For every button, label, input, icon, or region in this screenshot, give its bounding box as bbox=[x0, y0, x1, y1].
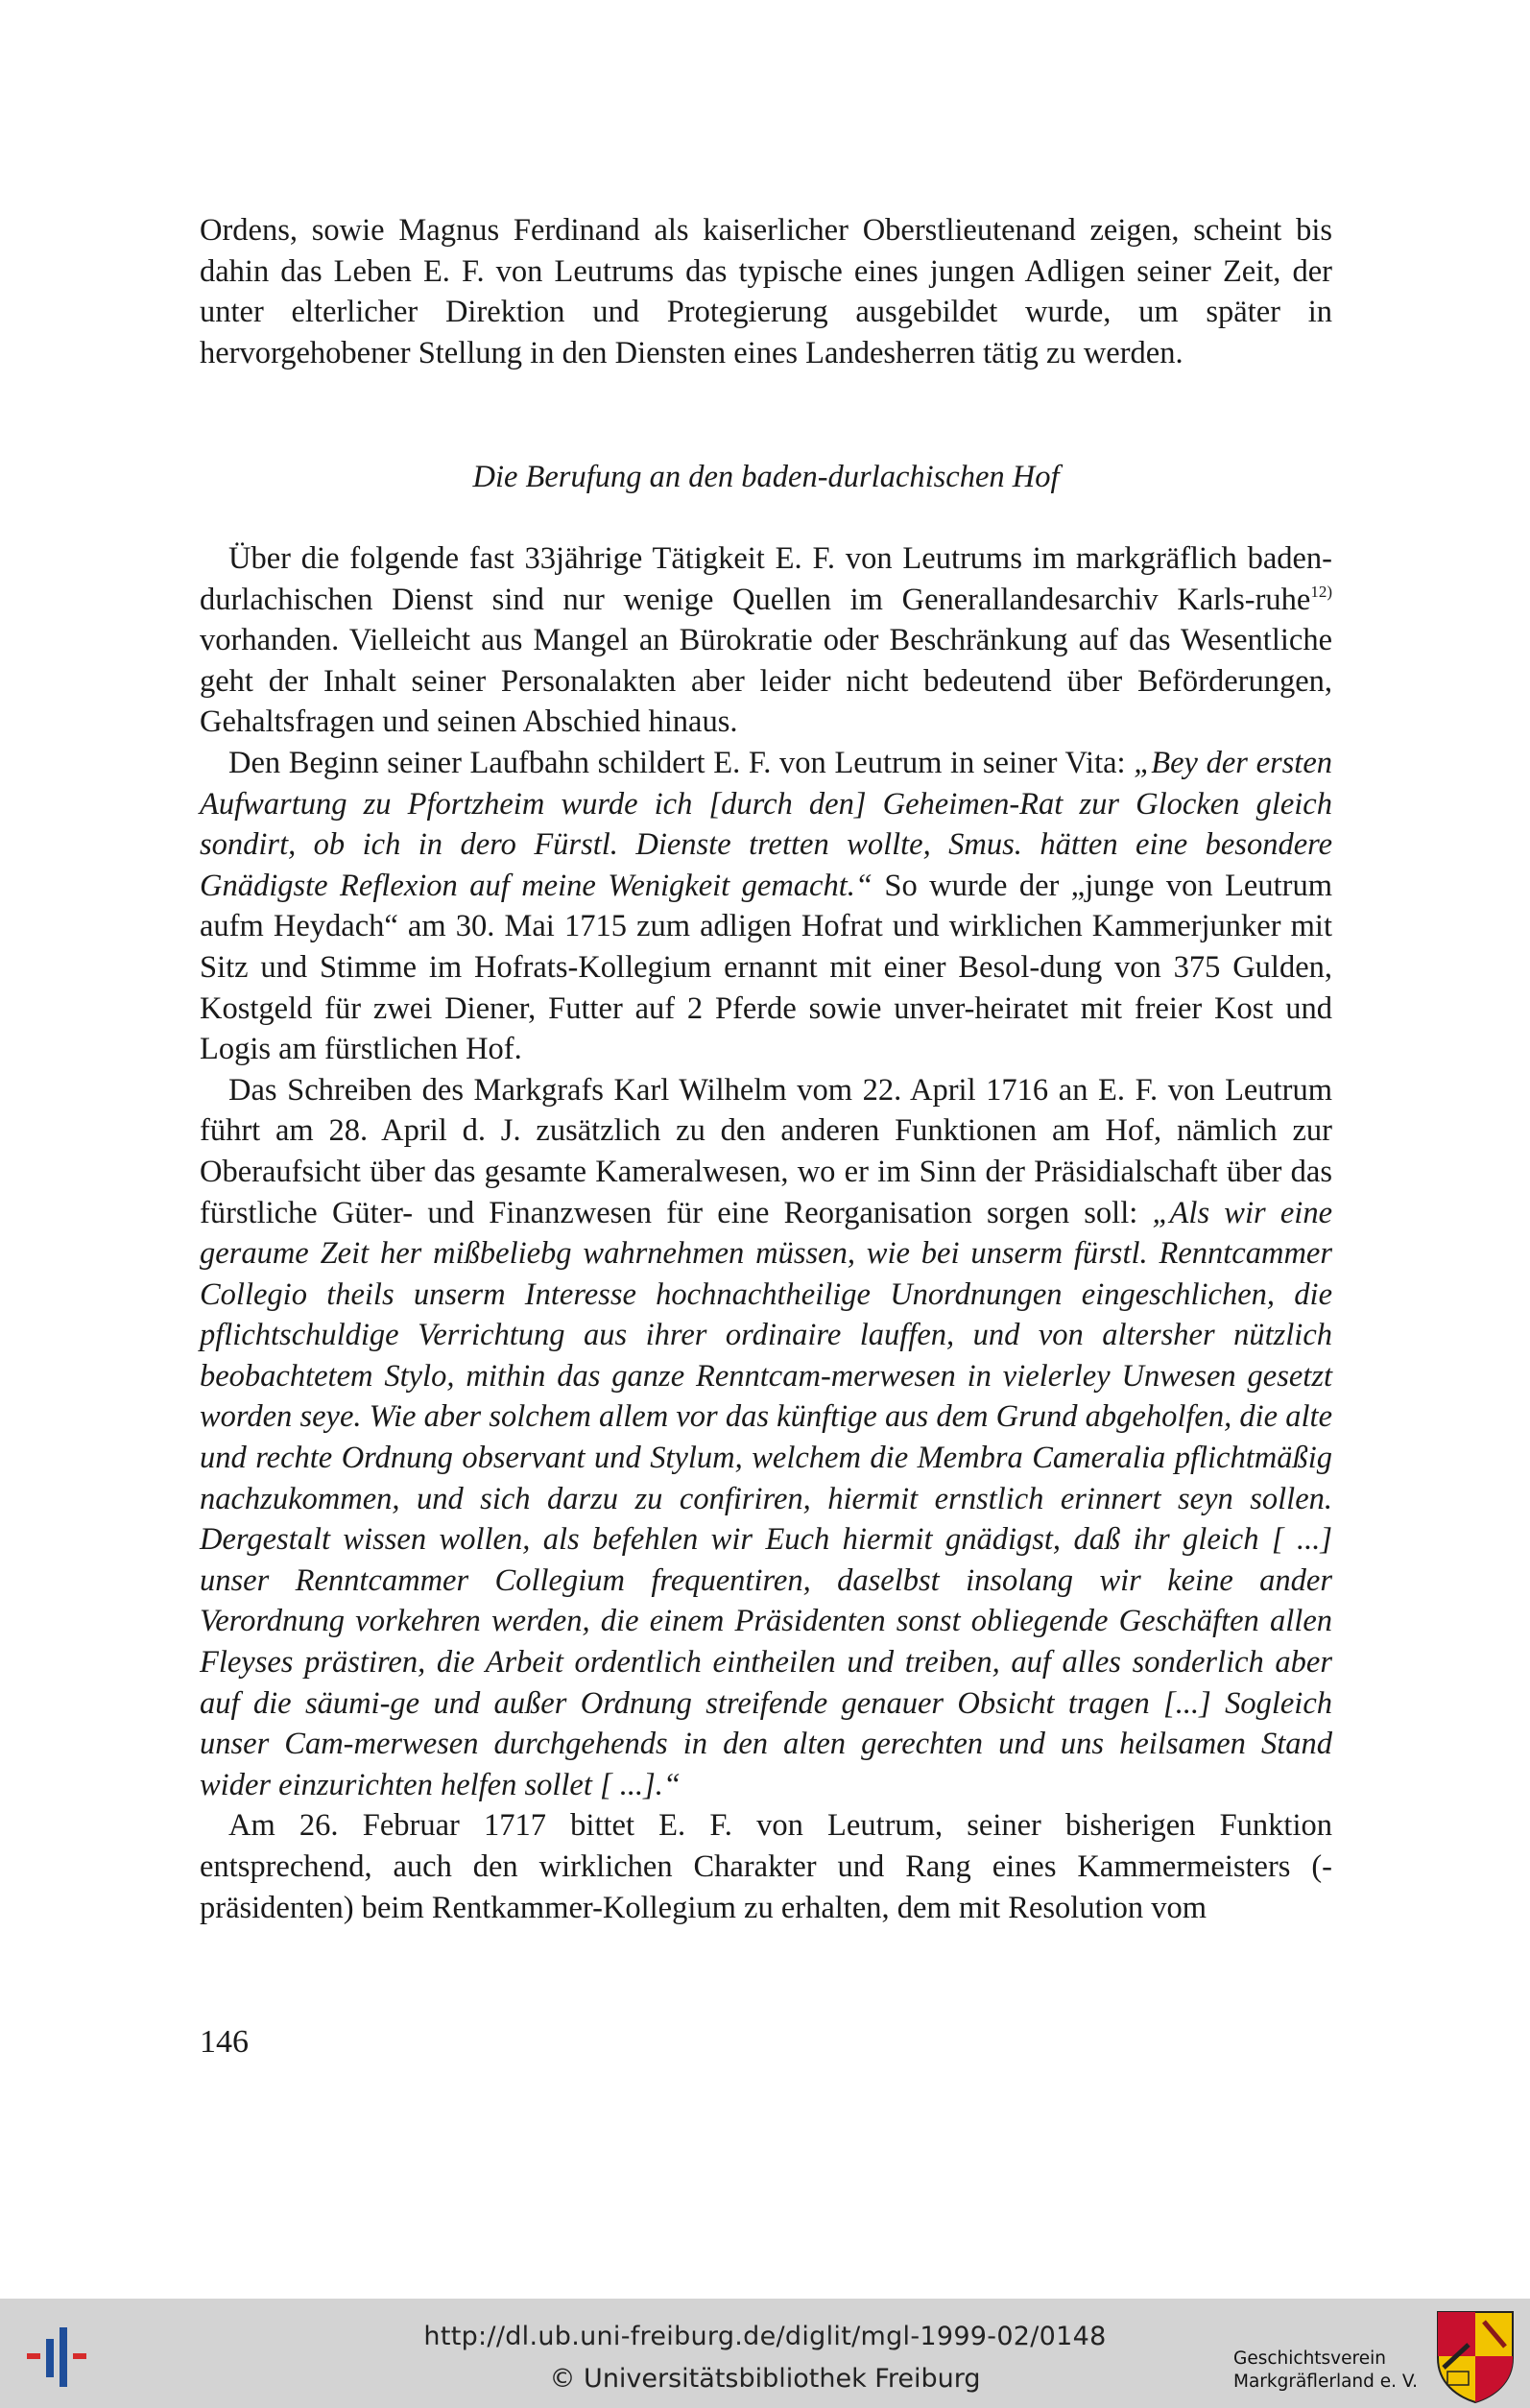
intro-paragraph bbox=[200, 210, 1332, 373]
letter-quote: „Als wir eine geraume Zeit her mißbeliebg wahrnehmen müssen, wie bei unserm fürstl. Renntcammer Collegio theils unserm Interesse hochnachtheilige Unordnungen eingeschlichen, die pflichtschuldige Verrichtung aus ihrer ordinaire lauffen, und von altersher nützlich beobachtetem Stylo, mithin das ganze Renntcam-merwesen in vielerley Unwesen gesetzt worden seye. Wie aber solchem allem vor das künftige aus dem Grund abgeholfen, die alte und rechte Ordnung observant und Stylum, welchem die Membra Cameralia pflichtmäßig nachzukommen, und sich darzu zu confiriren, hiermit ernstlich erinnert seyn sollen. Dergestalt wissen wollen, als befehlen wir Euch hiermit gnädigst, daß ihr gleich [ ...] unser Renntcammer Collegium frequentiren, daselbst insolang wir keine ander Verordnung vorkehren werden, die einem Präsidenten sonst obliegende Geschäften allen Fleyses prästiren, die Arbeit ordentlich eintheilen und treiben, auf alles sonderlich aber auf die säumi-ge und außer Ordnung streifende genauer Obsicht tragen [...] Sogleich unser Cam-merwesen durchgehends in den alten gerechten und uns heilsamen Stand wider einzurichten helfen sollet [ ...].“ bbox=[200, 1195, 1332, 1802]
vita-quote: „Bey der ersten Aufwartung zu Pfortzheim wurde ich [durch den] Geheimen-Rat zur Glocken gleich sondirt, ob ich in dero Fürstl. Dienste tretten wollte, Smus. hätten eine besondere Gnädigste Reflexion auf meine Wenigkeit gemacht.“ bbox=[200, 745, 1332, 903]
paragraph-text: Das Schreiben des Markgrafs Karl Wilhelm vom 22. April 1716 an E. F. von Leutrum führt am 28. April d. J. zusätzlich zu den anderen Funktionen am Hof, nämlich zur Oberaufsicht über das gesamte Kameralwesen, wo er im Sinn der Präsidialschaft über das fürstliche Güter- und Finanzwesen für eine Reorganisation sorgen soll: bbox=[200, 1072, 1332, 1230]
copyright-notice: © Universitätsbibliothek Freiburg bbox=[549, 2364, 981, 2394]
footnote-ref[interactable]: 12) bbox=[1310, 582, 1332, 601]
paragraph-text: Den Beginn seiner Laufbahn schildert E. F. von Leutrum in seiner Vita: bbox=[228, 745, 1135, 780]
paragraph-request: Am 26. Februar 1717 bittet E. F. von Leutrum, seiner bisherigen Funktion entsprechend, auch den wirklichen Charakter und Rang eines Kammermeisters (-präsidenten) beim Rentkammer-Kollegium zu erhalten, dem mit Resolution vom bbox=[200, 1808, 1332, 1925]
page-number: 146 bbox=[200, 2024, 249, 2060]
paragraph-sources bbox=[200, 538, 1332, 743]
society-line: Geschichtsverein bbox=[1233, 2348, 1386, 2369]
section-heading: Die Berufung an den baden-durlachischen Hof bbox=[472, 460, 1060, 494]
library-footer bbox=[0, 2299, 1530, 2408]
society-name bbox=[1233, 2348, 1418, 2394]
coat-of-arms-icon[interactable] bbox=[1434, 2308, 1517, 2404]
society-line: Markgräflerland e. V. bbox=[1233, 2372, 1419, 2392]
main-text bbox=[200, 538, 1332, 1928]
intro-text: Ordens, sowie Magnus Ferdinand als kaiserlicher Oberstlieutenand zeigen, scheint bis dahin das Leben E. F. von Leutrums das typische eines jungen Adligen seiner Zeit, der unter elterlicher Direktion und Protegierung ausgebildet wurde, um später in hervorgehobener Stellung in den Diensten eines Landesherren tätig zu werden. bbox=[200, 213, 1332, 370]
paragraph-text: vorhanden. Vielleicht aus Mangel an Bürokratie oder Beschränkung auf das Wesentliche geht der Inhalt seiner Personalakten aber leider nicht bedeutend über Beförderungen, Gehaltsfragen und seinen Abschied hinaus. bbox=[200, 623, 1332, 740]
paragraph-text: So wurde der „junge von Leutrum aufm Heydach“ am 30. Mai 1715 zum adligen Hofrat und wirklichen Kammerjunker mit Sitz und Stimme im Hofrats-Kollegium ernannt mit einer Besol-dung von 375 Gulden, Kostgeld für zwei Diener, Futter auf 2 Pferde sowie unver-heiratet mit freier Kost und Logis am fürstlichen Hof. bbox=[200, 868, 1332, 1067]
paragraph-letter bbox=[200, 1070, 1332, 1806]
permalink[interactable]: http://dl.ub.uni-freiburg.de/diglit/mgl-1999-02/0148 bbox=[423, 2322, 1107, 2351]
paragraph-vita bbox=[200, 743, 1332, 1070]
paragraph-text: Über die folgende fast 33jährige Tätigkeit E. F. von Leutrums im markgräflich baden-durlachischen Dienst sind nur wenige Quellen im Generallandesarchiv Karls-ruhe bbox=[200, 541, 1332, 617]
